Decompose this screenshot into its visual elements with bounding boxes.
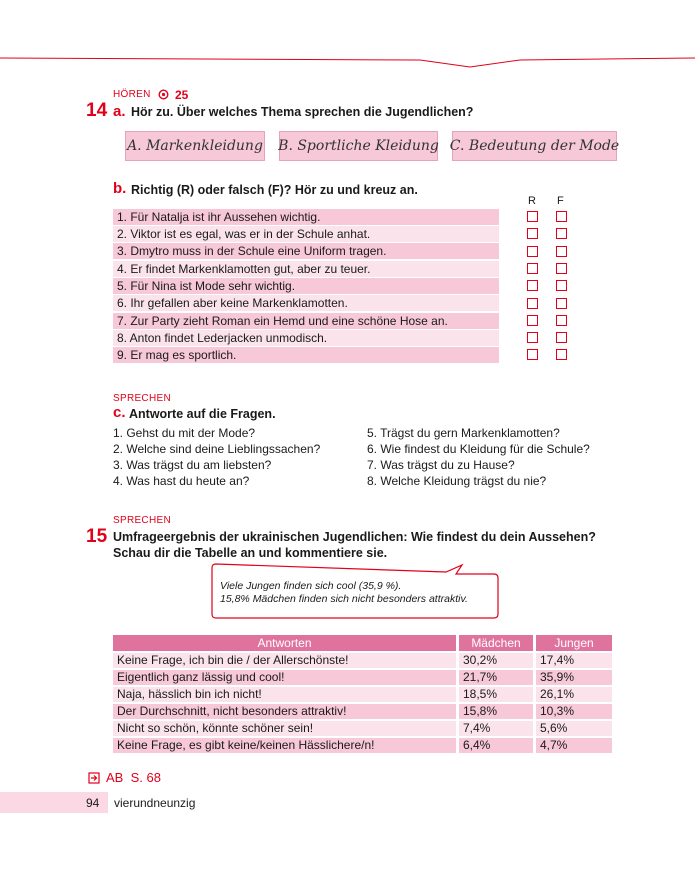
answer-cell: Keine Frage, ich bin die / der Allerschönste!: [113, 653, 456, 668]
question-8: 8. Welche Kleidung trägst du nie?: [367, 474, 547, 488]
task-b-instruction: Richtig (R) oder falsch (F)? Hör zu und kreuz an.: [131, 183, 418, 197]
girls-cell: 30,2%: [459, 653, 533, 668]
checkbox-r-1[interactable]: [527, 211, 538, 222]
boys-cell: 26,1%: [536, 687, 612, 702]
checkbox-r-2[interactable]: [527, 228, 538, 239]
header-maedchen: Mädchen: [459, 635, 533, 651]
column-f-label: F: [557, 195, 564, 207]
boys-cell: 35,9%: [536, 670, 612, 685]
header-antworten: Antworten: [113, 635, 456, 651]
checkbox-f-3[interactable]: [556, 246, 567, 257]
section-tag-sprechen-15: SPRECHEN: [113, 515, 171, 526]
answer-cell: Der Durchschnitt, nicht besonders attraktiv!: [113, 704, 456, 719]
checkbox-r-7[interactable]: [527, 315, 538, 326]
checkbox-f-4[interactable]: [556, 263, 567, 274]
checkbox-f-7[interactable]: [556, 315, 567, 326]
option-a[interactable]: A. Markenkleidung: [125, 131, 265, 161]
question-6: 6. Wie findest du Kleidung für die Schule?: [367, 442, 590, 456]
header-jungen: Jungen: [536, 635, 612, 651]
checkbox-r-5[interactable]: [527, 280, 538, 291]
girls-cell: 21,7%: [459, 670, 533, 685]
question-1: 1. Gehst du mit der Mode?: [113, 426, 256, 440]
table-row: [113, 704, 612, 719]
statement-6: 6. Ihr gefallen aber keine Markenklamotten.: [113, 295, 499, 311]
table-row: [113, 670, 612, 685]
top-divider-line: [0, 54, 695, 70]
boys-cell: 5,6%: [536, 721, 612, 736]
checkbox-f-5[interactable]: [556, 280, 567, 291]
question-5: 5. Trägst du gern Markenklamotten?: [367, 426, 560, 440]
table-row: [113, 721, 612, 736]
bubble-line-1: Viele Jungen finden sich cool (35,9 %).: [220, 580, 402, 592]
boys-cell: 4,7%: [536, 738, 612, 753]
exercise-15-instruction-line1: Umfrageergebnis der ukrainischen Jugendlichen: Wie findest du dein Aussehen?: [113, 530, 596, 544]
statement-2: 2. Viktor ist es egal, was er in der Schule anhat.: [113, 226, 499, 242]
checkbox-r-8[interactable]: [527, 332, 538, 343]
speech-bubble: [220, 580, 468, 606]
section-tag-sprechen-c: SPRECHEN: [113, 393, 171, 404]
boys-cell: 17,4%: [536, 653, 612, 668]
table-row: [113, 738, 612, 753]
task-letter-c: c.: [113, 404, 126, 421]
girls-cell: 6,4%: [459, 738, 533, 753]
checkbox-f-1[interactable]: [556, 211, 567, 222]
task-c-instruction: Antworte auf die Fragen.: [129, 407, 276, 421]
bubble-line-2: 15,8% Mädchen finden sich nicht besonders attraktiv.: [220, 593, 468, 605]
option-c[interactable]: C. Bedeutung der Mode: [452, 131, 617, 161]
question-4: 4. Was hast du heute an?: [113, 474, 250, 488]
boys-cell: 10,3%: [536, 704, 612, 719]
answer-cell: Keine Frage, es gibt keine/keinen Hässlichere/n!: [113, 738, 456, 753]
exercise-number-14: 14: [86, 100, 108, 121]
checkbox-f-8[interactable]: [556, 332, 567, 343]
question-2: 2. Welche sind deine Lieblingssachen?: [113, 442, 321, 456]
task-letter-b: b.: [113, 180, 127, 197]
checkbox-f-6[interactable]: [556, 298, 567, 309]
checkbox-r-4[interactable]: [527, 263, 538, 274]
section-tag-hoeren: HÖREN: [113, 89, 151, 100]
checkbox-r-3[interactable]: [527, 246, 538, 257]
statement-7: 7. Zur Party zieht Roman ein Hemd und eine schöne Hose an.: [113, 313, 499, 329]
girls-cell: 7,4%: [459, 721, 533, 736]
girls-cell: 15,8%: [459, 704, 533, 719]
audio-target-icon[interactable]: [158, 89, 169, 100]
statement-8: 8. Anton findet Lederjacken unmodisch.: [113, 330, 499, 346]
statement-5: 5. Für Nina ist Mode sehr wichtig.: [113, 278, 499, 294]
column-r-label: R: [528, 195, 536, 207]
checkbox-r-9[interactable]: [527, 349, 538, 360]
girls-cell: 18,5%: [459, 687, 533, 702]
audio-track-number: 25: [175, 88, 189, 102]
survey-table: [110, 633, 615, 755]
workbook-arrow-icon: [88, 772, 100, 784]
table-row: [113, 687, 612, 702]
table-row: [113, 653, 612, 668]
answer-cell: Naja, hässlich bin ich nicht!: [113, 687, 456, 702]
question-3: 3. Was trägst du am liebsten?: [113, 458, 272, 472]
answer-cell: Nicht so schön, könnte schöner sein!: [113, 721, 456, 736]
statement-1: 1. Für Natalja ist ihr Aussehen wichtig.: [113, 209, 499, 225]
statement-9: 9. Er mag es sportlich.: [113, 347, 499, 363]
question-7: 7. Was trägst du zu Hause?: [367, 458, 515, 472]
option-b[interactable]: B. Sportliche Kleidung: [279, 131, 438, 161]
checkbox-r-6[interactable]: [527, 298, 538, 309]
task-a-instruction: Hör zu. Über welches Thema sprechen die Jugendlichen?: [131, 105, 474, 119]
answer-cell: Eigentlich ganz lässig und cool!: [113, 670, 456, 685]
checkbox-f-2[interactable]: [556, 228, 567, 239]
statement-3: 3. Dmytro muss in der Schule eine Uniform tragen.: [113, 243, 499, 259]
checkbox-f-9[interactable]: [556, 349, 567, 360]
page-number-word: vierundneunzig: [114, 796, 196, 810]
statement-4: 4. Er findet Markenklamotten gut, aber zu teuer.: [113, 261, 499, 277]
task-letter-a: a.: [113, 103, 126, 120]
exercise-15-instruction-line2: Schau dir die Tabelle an und kommentiere sie.: [113, 546, 388, 560]
exercise-number-15: 15: [86, 526, 108, 547]
page-number: 94: [86, 796, 100, 810]
workbook-reference[interactable]: AB S. 68: [106, 770, 161, 785]
